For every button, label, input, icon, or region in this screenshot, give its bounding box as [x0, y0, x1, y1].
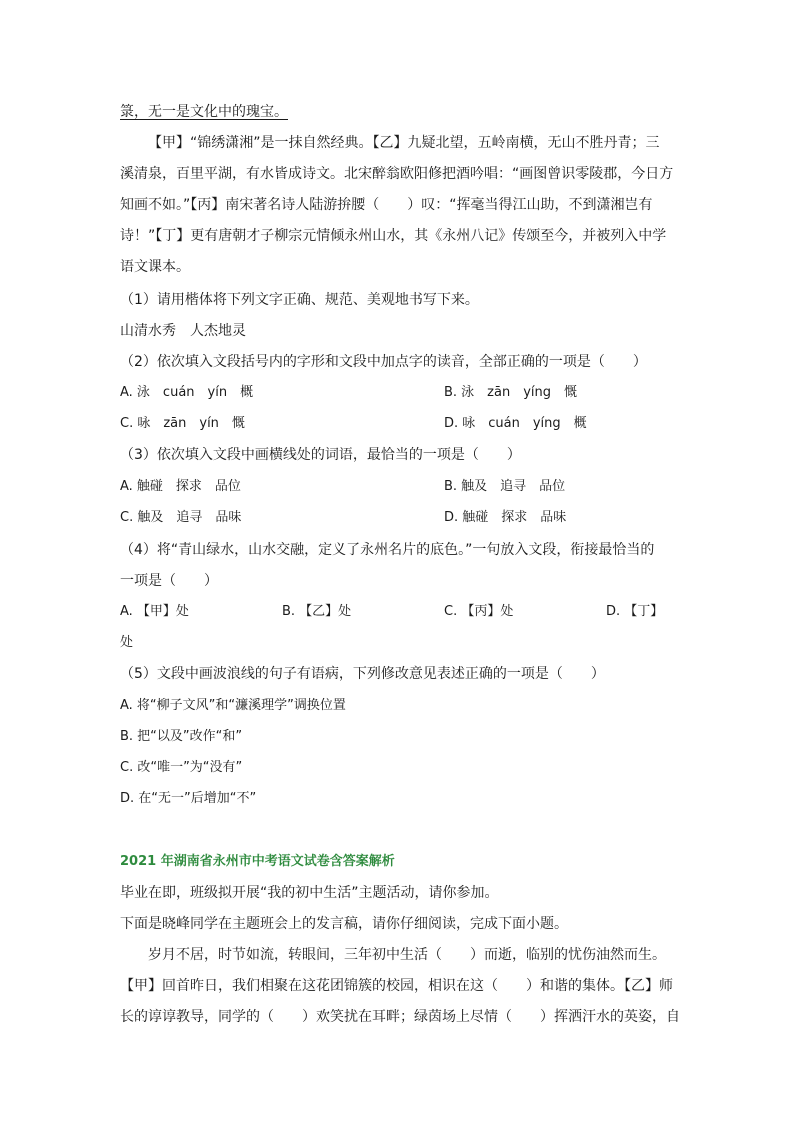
passage-line: 溪清泉，百里平湖，有水皆成诗文。北宋醉翁欧阳修把酒吟唱：“画图曾识零陵郡，今日方 — [120, 166, 674, 182]
question-4-option-d-cont: 处 — [120, 635, 134, 650]
question-1-text: 山清水秀 人杰地灵 — [120, 323, 246, 339]
question-4-option-d[interactable]: D. 【丁】 — [606, 604, 664, 619]
section-intro: 毕业在即，班级拟开展“我的初中生活”主题活动，请你参加。 — [120, 885, 499, 901]
passage-line: 语文课本。 — [120, 259, 190, 275]
question-4-option-c[interactable]: C. 【丙】处 — [444, 604, 514, 619]
question-2-option-d[interactable]: D. 咏 cuán yíng 概 — [444, 416, 587, 431]
section-title: 2021 年湖南省永州市中考语文试卷含答案解析 — [120, 854, 395, 869]
question-2-option-c[interactable]: C. 咏 zān yín 慨 — [120, 416, 245, 431]
question-3-option-c[interactable]: C. 触及 追寻 品味 — [120, 510, 242, 525]
question-3-option-b[interactable]: B. 触及 追寻 品位 — [444, 479, 566, 494]
question-4-option-b[interactable]: B. 【乙】处 — [282, 604, 352, 619]
question-4-option-a[interactable]: A. 【甲】处 — [120, 604, 189, 619]
question-3-option-a[interactable]: A. 触碰 探求 品位 — [120, 479, 241, 494]
question-2-option-b[interactable]: B. 泳 zān yíng 慨 — [444, 385, 578, 400]
question-4-stem-cont: 一项是（ ） — [120, 573, 218, 589]
question-5-option-c[interactable]: C. 改“唯一”为“没有” — [120, 760, 243, 775]
question-5-option-d[interactable]: D. 在“无一”后增加“不” — [120, 791, 257, 806]
passage-line: 岁月不居，时节如流，转眼间，三年初中生活（ ）而逝，临别的忧伤油然而生。 — [148, 947, 666, 963]
passage-line: 【甲】回首昨日，我们相聚在这花团锦簇的校园，相识在这（ ）和谐的集体。【乙】师 — [120, 978, 673, 994]
question-3-stem: （3）依次填入文段中画横线处的词语，最恰当的一项是（ ） — [120, 447, 521, 463]
section-intro: 下面是晓峰同学在主题班会上的发言稿，请你仔细阅读，完成下面小题。 — [120, 916, 568, 932]
question-2-stem: （2）依次填入文段括号内的字形和文段中加点字的读音，全部正确的一项是（ ） — [120, 354, 647, 370]
passage-line: 诗！”【丁】更有唐朝才子柳宗元情倾永州山水，其《永州八记》传颂至今，并被列入中学 — [120, 228, 667, 244]
passage-line: 【甲】“锦绣潇湘”是一抹自然经典。【乙】九疑北望，五岭南横，无山不胜丹青；三 — [148, 135, 660, 151]
question-5-stem: （5）文段中画波浪线的句子有语病，下列修改意见表述正确的一项是（ ） — [120, 666, 605, 682]
question-3-option-d[interactable]: D. 触碰 探求 品味 — [444, 510, 567, 525]
passage-line: 知画不如。”【丙】南宋著名诗人陆游拚腰（ ）叹：“挥毫当得江山助，不到潇湘岂有 — [120, 197, 653, 213]
question-5-option-b[interactable]: B. 把“以及”改作“和” — [120, 729, 243, 744]
question-4-stem: （4）将“青山绿水，山水交融，定义了永州名片的底色。”一句放入文段，衔接最恰当的 — [120, 542, 655, 558]
passage-line: 长的谆谆教导，同学的（ ）欢笑扰在耳畔；绿茵场上尽情（ ）挥洒汗水的英姿，自 — [120, 1009, 680, 1025]
question-5-option-a[interactable]: A. 将“柳子文风”和“濂溪理学”调换位置 — [120, 698, 346, 713]
passage-line: 箓，无一是文化中的瑰宝。 — [120, 104, 288, 120]
question-1-stem: （1）请用楷体将下列文字正确、规范、美观地书写下来。 — [120, 292, 479, 308]
question-2-option-a[interactable]: A. 泳 cuán yín 概 — [120, 385, 254, 400]
